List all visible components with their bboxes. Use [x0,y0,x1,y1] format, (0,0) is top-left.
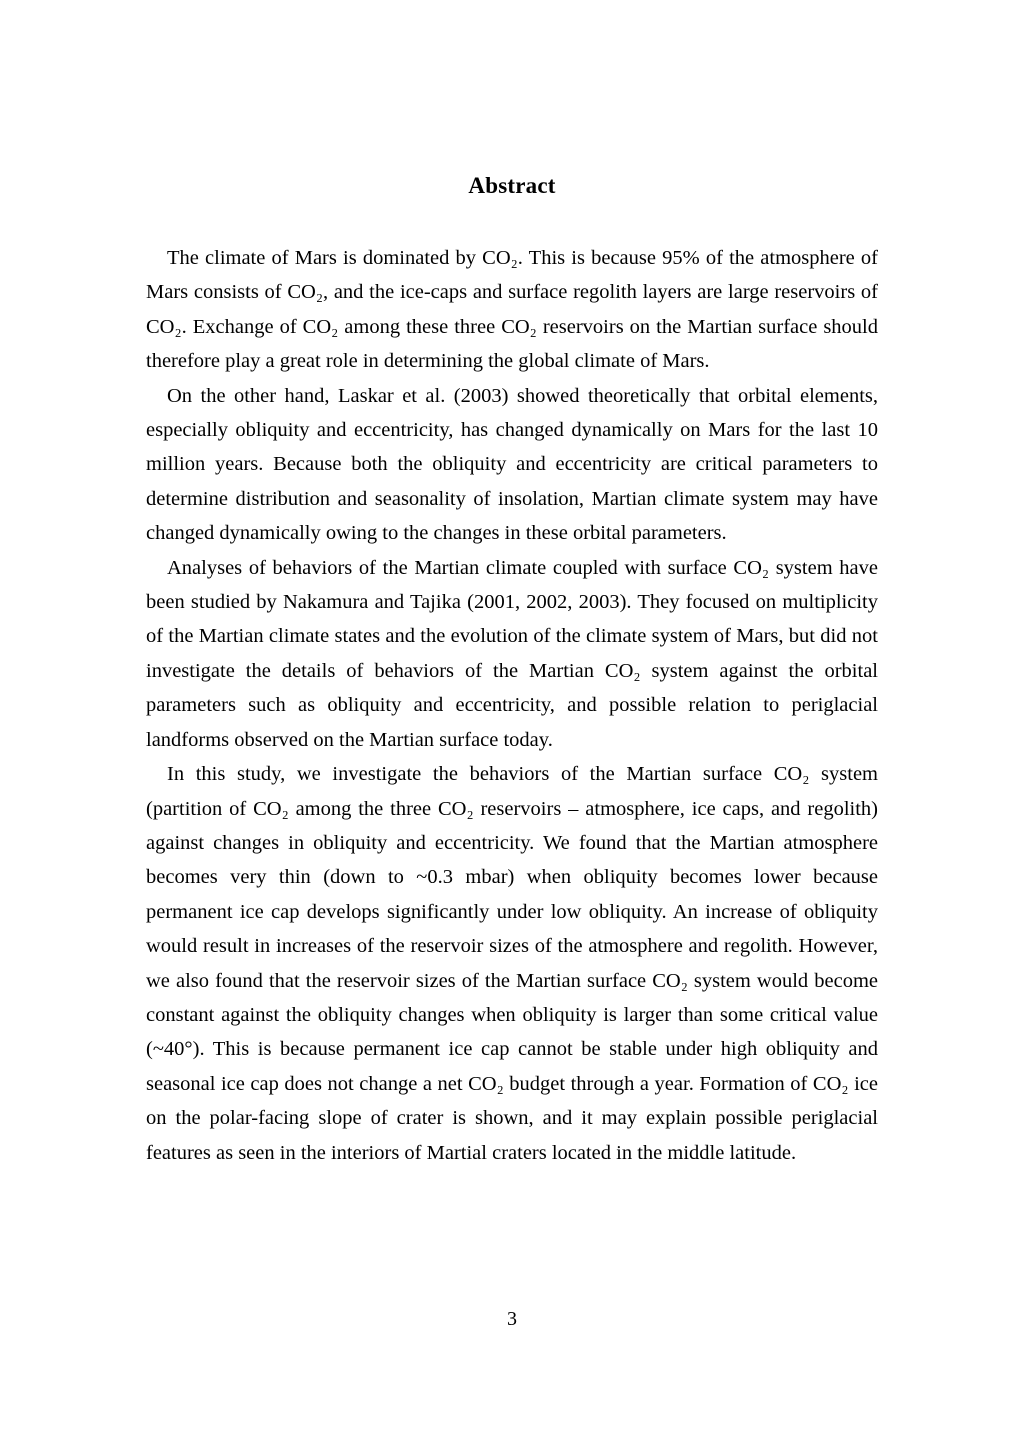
abstract-paragraph: The climate of Mars is dominated by CO₂. This is because 95% of the atmosphere of Mars consists of CO₂, and the ice-caps and surface regolith layers are large reservoirs of CO₂. Exchange of CO₂ among these three CO₂ reservoirs on the Martian surface should therefore play a great role in determining the global climate of Mars. [146,247,878,373]
page-number: 3 [507,1308,517,1330]
abstract-paragraph: On the other hand, Laskar et al. (2003) showed theoretically that orbital elements, especially obliquity and eccentricity, has changed dynamically on Mars for the last 10 million years. Because both the obliquity and eccentricity are critical parameters to determine distribution and seasonality of insolation, Martian climate system may have changed dynamically owing to the changes in these orbital parameters. [146,384,878,545]
abstract-title: Abstract [468,173,556,198]
abstract-paragraph: In this study, we investigate the behaviors of the Martian surface CO₂ system (partition of CO₂ among the three CO₂ reservoirs – atmosphere, ice caps, and regolith) against changes in obliquity and eccentricity. We found that the Martian atmosphere becomes very thin (down to ~0.3 mbar) when obliquity becomes lower because permanent ice cap develops significantly under low obliquity. An increase of obliquity would result in increases of the reservoir sizes of the atmosphere and regolith. However, we also found that the reservoir sizes of the Martian surface CO₂ system would become constant against the obliquity changes when obliquity is larger than some critical value (~40°). This is because permanent ice cap cannot be stable under high obliquity and seasonal ice cap does not change a net CO₂ budget through a year. Formation of CO₂ ice on the polar-facing slope of crater is shown, and it may explain possible periglacial features as seen in the interiors of Martial craters located in the middle latitude. [146,763,878,1164]
abstract-body [146,241,878,1170]
abstract-paragraph: Analyses of behaviors of the Martian climate coupled with surface CO₂ system have been studied by Nakamura and Tajika (2001, 2002, 2003). They focused on multiplicity of the Martian climate states and the evolution of the climate system of Mars, but did not investigate the details of behaviors of the Martian CO₂ system against the orbital parameters such as obliquity and eccentricity, and possible relation to periglacial landforms observed on the Martian surface today. [146,556,878,751]
